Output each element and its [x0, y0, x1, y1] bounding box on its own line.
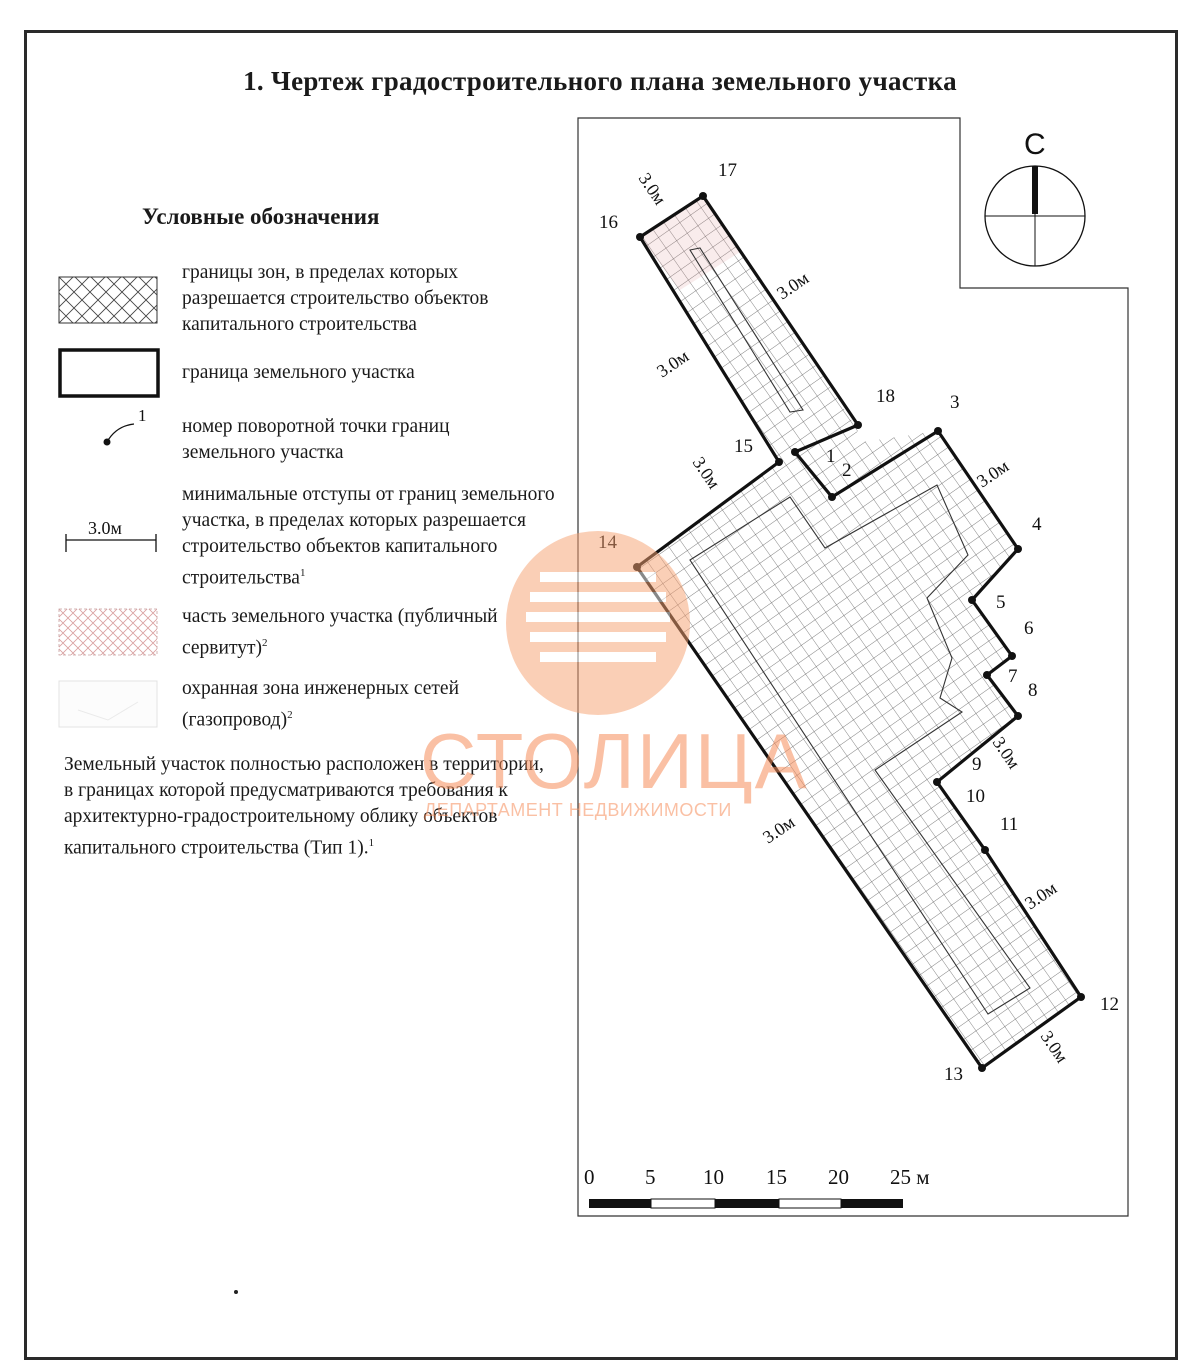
turning-point-6 [1008, 652, 1016, 660]
scale-label-5: 5 [645, 1165, 656, 1189]
setback-label-east-8: 3.0м [988, 733, 1025, 773]
point-label-12: 12 [1100, 994, 1119, 1015]
scale-label-25: 25 м [890, 1165, 930, 1189]
point-label-15: 15 [734, 436, 753, 457]
turning-point-15 [775, 458, 783, 466]
turning-point-5 [968, 596, 976, 604]
zone-note-footnote: 1 [368, 837, 375, 849]
turning-point-symbol-label: 1 [138, 406, 147, 425]
turning-point-16 [636, 233, 644, 241]
point-label-2: 2 [842, 460, 852, 481]
legend-item-parcel-boundary-text: граница земельного участка [182, 362, 415, 383]
setback-label-southeast: 3.0м [1021, 877, 1061, 914]
watermark-logo [506, 531, 690, 715]
point-label-3: 3 [950, 392, 960, 413]
legend-item-gas-zone-footnote: 2 [287, 709, 293, 721]
setback-label-east-3: 3.0м [973, 455, 1013, 492]
point-label-1: 1 [826, 446, 836, 467]
setback-label-north-top: 3.0м [634, 169, 671, 209]
legend-item-gas-zone-text: охранная зона инженерных сетей (газопровод) [182, 678, 459, 731]
watermark-text: СТОЛИЦА [420, 717, 809, 805]
page-title: 1. Чертеж градостроительного плана земельного участка [243, 66, 957, 96]
turning-point-9 [933, 778, 941, 786]
legend-item-setback-footnote: 1 [299, 567, 306, 579]
turning-point-4 [1014, 545, 1022, 553]
north-arrow-label: С [1024, 128, 1046, 161]
parcel-hatch [637, 196, 1081, 1068]
legend-item-build-zone-text: границы зон, в пределах которых разрешается строительство объектов капитального строительства [182, 262, 489, 335]
watermark-subtext: ДЕПАРТАМЕНТ НЕДВИЖИМОСТИ [424, 800, 732, 820]
legend-item-servitude-footnote: 2 [261, 637, 268, 649]
scale-label-15: 15 [766, 1165, 787, 1189]
legend-item-setback-text: минимальные отступы от границ земельного участка, в пределах которых разрешается строительство объектов капитального строительства [182, 484, 555, 589]
point-label-10: 10 [966, 786, 985, 807]
point-label-5: 5 [996, 592, 1006, 613]
setback-label-north-left: 3.0м [653, 345, 693, 382]
turning-point-13 [978, 1064, 986, 1072]
setback-label-south: 3.0м [1036, 1027, 1073, 1067]
scan-speck [234, 1290, 238, 1294]
turning-point-3 [934, 427, 942, 435]
point-label-16: 16 [599, 212, 618, 233]
turning-point-7 [983, 671, 991, 679]
scale-bar [584, 1165, 930, 1208]
setback-label-west-top: 3.0м [688, 453, 725, 493]
scale-label-20: 20 [828, 1165, 849, 1189]
turning-point-12 [1077, 993, 1085, 1001]
point-label-13: 13 [944, 1064, 963, 1085]
point-label-9: 9 [972, 754, 982, 775]
turning-point-17 [699, 192, 707, 200]
scale-label-10: 10 [703, 1165, 724, 1189]
legend-item-turning-point-text: номер поворотной точки границ земельного участка [182, 416, 450, 463]
point-label-8: 8 [1028, 680, 1038, 701]
zone-note-text: Земельный участок полностью расположен в территории, в границах которой предусматриваются требования к архитектурно-градостроительному облику объектов капитального строительства (Тип 1). [64, 754, 544, 859]
scale-label-0: 0 [584, 1165, 595, 1189]
point-label-7: 7 [1008, 666, 1018, 687]
turning-point-8 [1014, 712, 1022, 720]
setback-symbol-label: 3.0м [88, 518, 122, 538]
turning-point-2 [828, 493, 836, 501]
point-label-11: 11 [1000, 814, 1019, 835]
setback-label-southwest: 3.0м [759, 811, 799, 848]
point-label-18: 18 [876, 386, 895, 407]
legend-heading: Условные обозначения [142, 204, 380, 229]
point-label-4: 4 [1032, 514, 1042, 535]
turning-point-1 [791, 448, 799, 456]
north-arrow [985, 128, 1085, 266]
turning-point-11 [981, 846, 989, 854]
turning-point-18 [854, 421, 862, 429]
setback-label-north-right: 3.0м [773, 267, 813, 304]
point-label-17: 17 [718, 160, 737, 181]
point-label-6: 6 [1024, 618, 1034, 639]
legend-item-servitude-text: часть земельного участка (публичный сервитут) [182, 606, 498, 659]
